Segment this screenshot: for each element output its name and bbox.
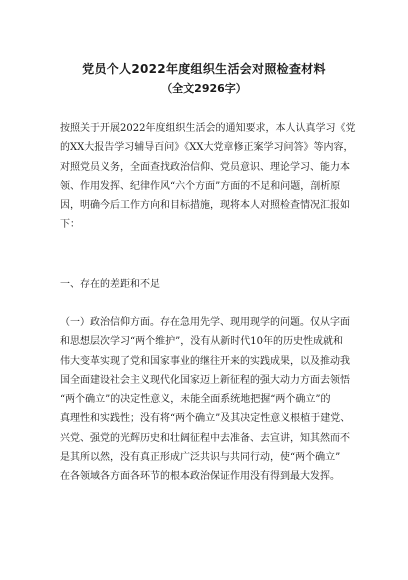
section1-line: 在各领域各方面各环节的根本政治保证作用没有得到最大发挥。 — [60, 471, 340, 483]
section1-line: 真理性和实践性；没有将“两个确立”及其决定性意义根植于建党、 — [60, 413, 351, 425]
intro-paragraph — [60, 119, 356, 235]
section-heading: 一、存在的差距和不足 — [60, 279, 160, 290]
intro-line: 领、作用发挥、纪律作风“六个方面”方面的不足和问题，剖析原 — [60, 180, 341, 192]
document-title: 党员个人2022年度组织生活会对照检查材料 — [82, 62, 326, 76]
intro-line: 下： — [60, 219, 80, 231]
section1-line: “两个确立”的决定性意义，未能全面系统地把握“两个确立”的 — [60, 394, 331, 406]
section1-line: 是其所以然，没有真正形成广泛共识与共同行动，使“两个确立” — [60, 452, 341, 464]
section1-line: 国全面建设社会主义现代化国家迈上新征程的强大动力方面去领悟 — [60, 374, 350, 386]
document-subtitle: （全文2926字） — [161, 82, 247, 95]
section1-line: 和思想层次学习“两个维护”，没有从新时代10年的历史性成就和 — [60, 336, 343, 348]
section1-line: 兴党、强党的光辉历史和壮阔征程中去准备、去宣讲，知其然而不 — [60, 432, 350, 444]
intro-line: 因，明确今后工作方向和目标措施，现将本人对照检查情况汇报如 — [60, 200, 350, 212]
section1-line: （一）政治信仰方面。存在急用先学、现用现学的问题。仅从字面 — [60, 317, 350, 328]
intro-line: 的XX大报告学习辅导百问》《XX大党章修正案学习问答》等内容， — [60, 142, 354, 154]
section1-paragraph — [60, 313, 352, 487]
section1-line: 伟大变革实现了党和国家事业的继往开来的实践成果，以及推动我 — [60, 355, 350, 367]
intro-line: 对照党员义务，全面查找政治信仰、党员意识、理论学习、能力本 — [60, 161, 350, 173]
intro-line: 按照关于开展2022年度组织生活会的通知要求，本人认真学习《党 — [60, 123, 356, 134]
